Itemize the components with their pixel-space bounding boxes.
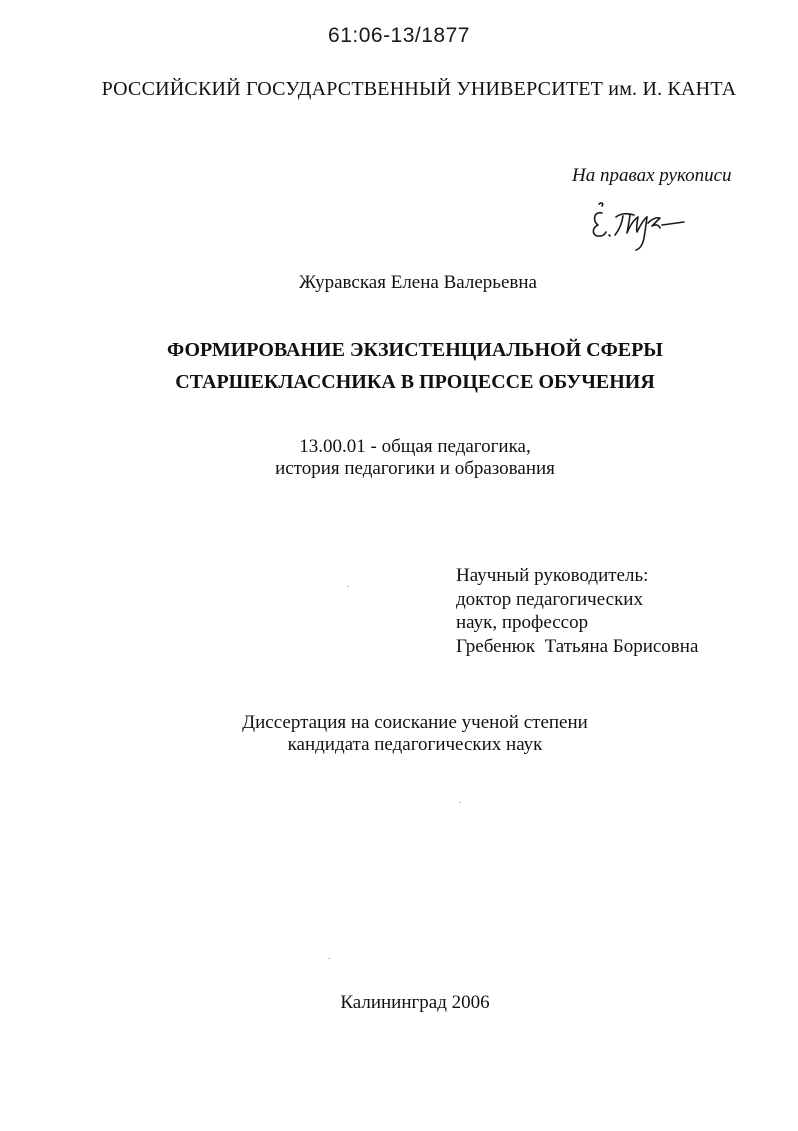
title-line-2: СТАРШЕКЛАССНИКА В ПРОЦЕССЕ ОБУЧЕНИЯ <box>175 371 655 393</box>
dissertation-line-2: кандидата педагогических наук <box>287 734 543 755</box>
supervisor-name: Гребенюк Татьяна Борисовна <box>456 635 699 657</box>
supervisor-degree-1: доктор педагогических <box>456 588 643 610</box>
scan-speck <box>347 586 349 587</box>
dissertation-title <box>0 334 798 398</box>
supervisor-role: Научный руководитель: <box>456 565 649 586</box>
handwritten-signature <box>588 195 703 255</box>
scan-speck <box>459 802 461 803</box>
dissertation-type <box>0 712 798 756</box>
dissertation-line-1: Диссертация на соискание ученой степени <box>242 712 588 733</box>
scan-speck <box>328 958 330 959</box>
supervisor-block <box>456 564 698 658</box>
speciality-line-2: история педагогики и образования <box>275 458 555 479</box>
supervisor-degree-2: наук, профессор <box>456 612 589 633</box>
manuscript-note: На правах рукописи <box>572 165 732 186</box>
title-line-1: ФОРМИРОВАНИЕ ЭКЗИСТЕНЦИАЛЬНОЙ СФЕРЫ <box>167 339 663 361</box>
speciality-line-1: 13.00.01 - общая педагогика, <box>299 436 531 457</box>
author-name: Журавская Елена Валерьевна <box>299 272 537 293</box>
city-year: Калининград 2006 <box>340 992 490 1013</box>
catalog-number: 61:06-13/1877 <box>328 24 470 47</box>
university-name: РОССИЙСКИЙ ГОСУДАРСТВЕННЫЙ УНИВЕРСИТЕТ им. И. КАНТА <box>101 78 737 100</box>
speciality-code <box>0 436 798 480</box>
